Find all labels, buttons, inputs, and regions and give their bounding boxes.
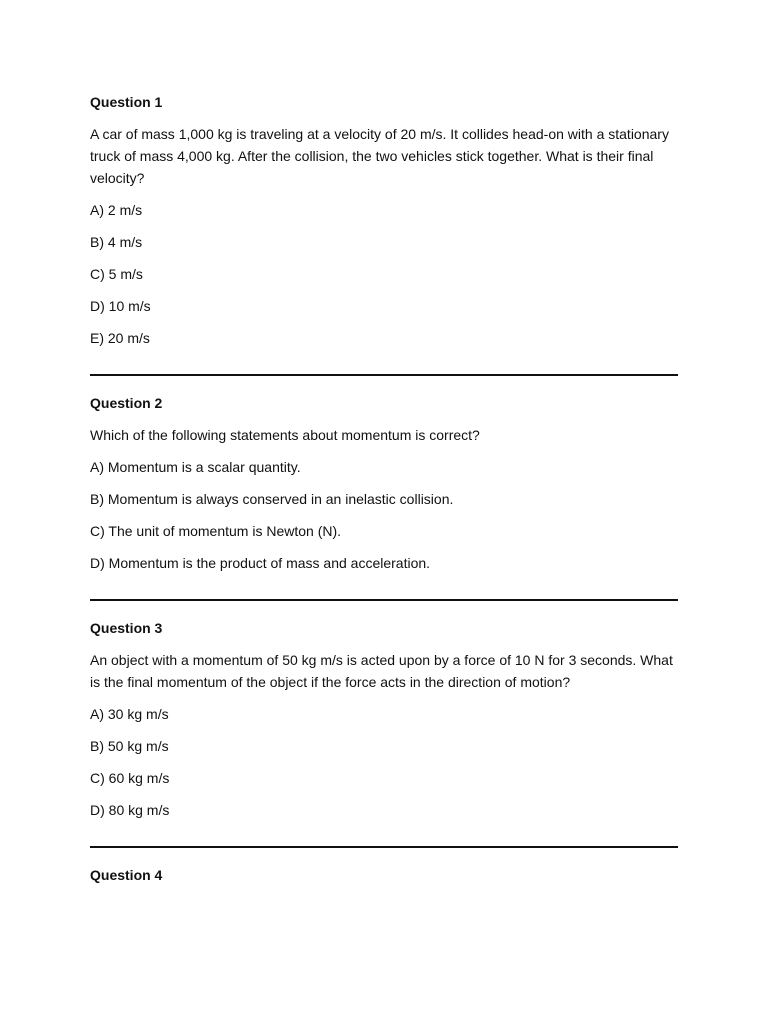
- answer-option: E) 20 m/s: [90, 330, 150, 346]
- answer-option: B) 4 m/s: [90, 234, 143, 250]
- answer-option: D) 80 kg m/s: [90, 802, 170, 818]
- section-divider: [90, 374, 678, 376]
- answer-option: D) Momentum is the product of mass and acceleration.: [90, 555, 431, 571]
- section-divider: [90, 599, 678, 601]
- question-title: Question 2: [90, 395, 163, 411]
- question-3: [90, 618, 678, 821]
- answer-option: C) 5 m/s: [90, 266, 143, 282]
- question-text: An object with a momentum of 50 kg m/s is acted upon by a force of 10 N for 3 seconds. What is the final momentum of the object if the force acts in the direction of motion?: [90, 652, 673, 690]
- answer-option: A) 2 m/s: [90, 202, 143, 218]
- answer-option: D) 10 m/s: [90, 298, 151, 314]
- question-1: [90, 92, 678, 349]
- question-title: Question 1: [90, 94, 163, 110]
- answer-option: A) Momentum is a scalar quantity.: [90, 459, 301, 475]
- section-divider: [90, 846, 678, 848]
- answer-option: A) 30 kg m/s: [90, 706, 169, 722]
- question-4: [90, 865, 678, 885]
- question-2: [90, 393, 678, 574]
- question-text: Which of the following statements about momentum is correct?: [90, 427, 480, 443]
- answer-option: B) Momentum is always conserved in an inelastic collision.: [90, 491, 454, 507]
- question-title: Question 4: [90, 867, 163, 883]
- answer-option: B) 50 kg m/s: [90, 738, 169, 754]
- answer-option: C) The unit of momentum is Newton (N).: [90, 523, 342, 539]
- answer-option: C) 60 kg m/s: [90, 770, 170, 786]
- question-title: Question 3: [90, 620, 163, 636]
- question-text: A car of mass 1,000 kg is traveling at a velocity of 20 m/s. It collides head-on with a stationary truck of mass 4,000 kg. After the collision, the two vehicles stick together. What is their final velocity?: [90, 126, 669, 186]
